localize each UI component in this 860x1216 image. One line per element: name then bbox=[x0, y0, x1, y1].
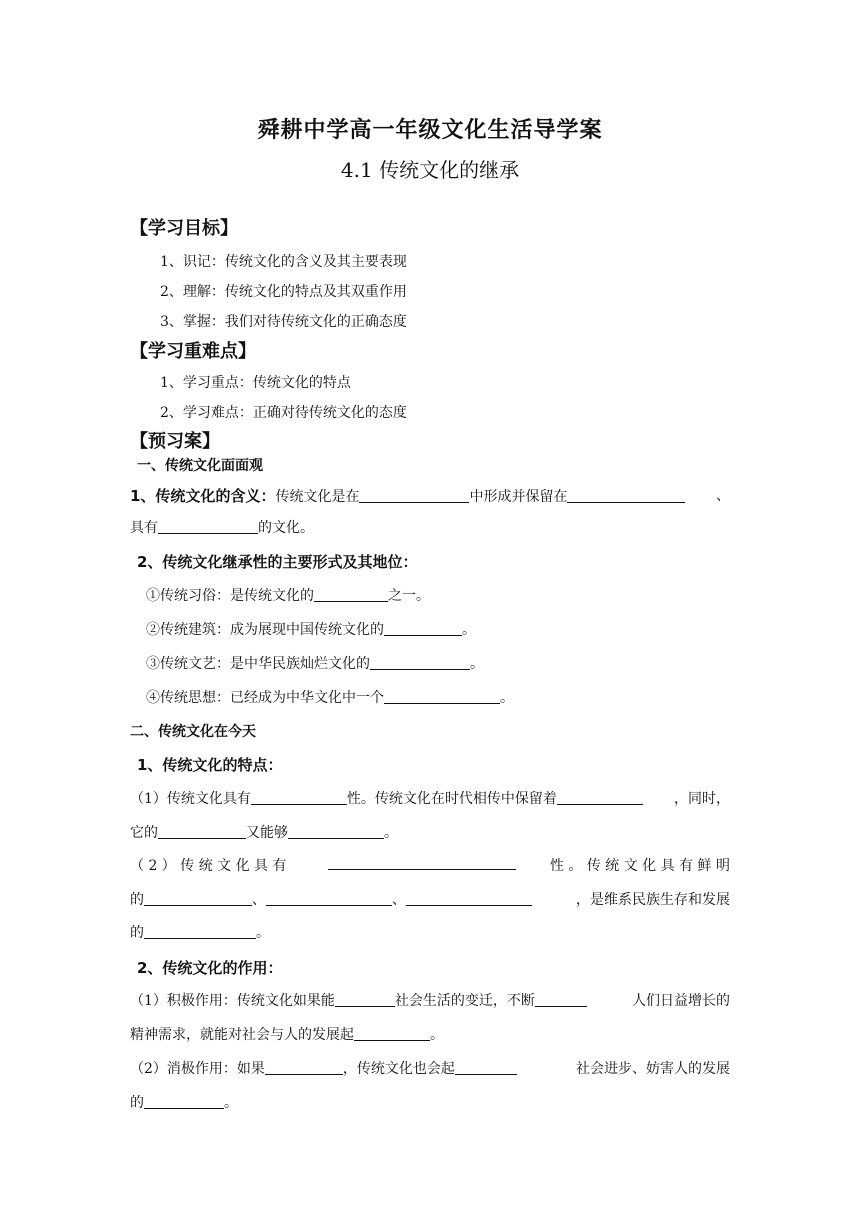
answer-blank[interactable] bbox=[335, 992, 395, 1007]
document-title: 舜耕中学高一年级文化生活导学案 bbox=[257, 118, 603, 143]
goal-item: 2、理解：传统文化的特点及其双重作用 bbox=[160, 284, 407, 300]
feature-2-line: （ 2 ） 传 统 文 化 具 有 性 。 传 统 文 化 具 有 鲜 明 bbox=[130, 855, 730, 875]
preview-heading: 【预习案】 bbox=[130, 431, 220, 452]
answer-blank[interactable] bbox=[384, 689, 500, 704]
keypoint-item: 2、学习难点：正确对待传统文化的态度 bbox=[160, 405, 407, 421]
forms-heading: 2、传统文化继承性的主要形式及其地位： bbox=[137, 553, 418, 571]
answer-blank[interactable] bbox=[370, 655, 470, 670]
form-item: ③传统文艺：是中华民族灿烂文化的 。 bbox=[146, 656, 484, 672]
answer-blank[interactable] bbox=[406, 891, 532, 906]
keypoint-item: 1、学习重点：传统文化的特点 bbox=[160, 375, 351, 391]
feature-1-line: （1）传统文化具有 性。传统文化在时代相传中保留着 ，同时， bbox=[130, 791, 730, 807]
role-positive-line: （1）积极作用：传统文化如果能 社会生活的变迁，不断 人们日益增长的 bbox=[130, 993, 730, 1009]
definition-line-2: 具有 的文化。 bbox=[130, 520, 314, 536]
features-heading: 1、传统文化的特点： bbox=[137, 756, 283, 774]
role-positive-line-2: 精神需求，就能对社会与人的发展起 。 bbox=[130, 1027, 444, 1043]
goal-item: 1、识记：传统文化的含义及其主要表现 bbox=[160, 254, 407, 270]
answer-blank[interactable] bbox=[251, 790, 347, 805]
answer-blank[interactable] bbox=[455, 1060, 517, 1075]
answer-blank[interactable] bbox=[354, 1026, 430, 1041]
form-item: ①传统习俗：是传统文化的 之一。 bbox=[146, 588, 430, 604]
form-item: ④传统思想：已经成为中华文化中一个 。 bbox=[146, 690, 514, 706]
part2-heading: 二、传统文化在今天 bbox=[130, 724, 256, 740]
answer-blank[interactable] bbox=[158, 824, 246, 839]
definition-line: 1、传统文化的含义：传统文化是在 中形成并保留在 、 bbox=[130, 487, 730, 505]
answer-blank[interactable] bbox=[328, 855, 516, 870]
answer-blank[interactable] bbox=[158, 519, 258, 534]
answer-blank[interactable] bbox=[265, 1060, 343, 1075]
document-subtitle: 4.1 传统文化的继承 bbox=[340, 158, 520, 182]
feature-2-line-2: 的 、 、 ，是维系民族生存和发展 bbox=[130, 892, 730, 908]
answer-blank[interactable] bbox=[144, 924, 256, 939]
answer-blank[interactable] bbox=[288, 824, 384, 839]
form-item: ②传统建筑：成为展现中国传统文化的 。 bbox=[146, 622, 476, 638]
feature-1-line-2: 它的 又能够 。 bbox=[130, 825, 398, 841]
part1-heading: 一、传统文化面面观 bbox=[137, 458, 263, 474]
answer-blank[interactable] bbox=[567, 488, 685, 503]
answer-blank[interactable] bbox=[557, 790, 643, 805]
definition-label: 1、传统文化的含义： bbox=[130, 487, 276, 505]
role-negative-line: （2）消极作用：如果 ，传统文化也会起 社会进步、妨害人的发展 bbox=[130, 1061, 730, 1077]
answer-blank[interactable] bbox=[144, 1094, 224, 1109]
answer-blank[interactable] bbox=[144, 891, 252, 906]
feature-2-line-3: 的 。 bbox=[130, 925, 270, 941]
answer-blank[interactable] bbox=[359, 488, 469, 503]
answer-blank[interactable] bbox=[384, 621, 462, 636]
roles-heading: 2、传统文化的作用： bbox=[137, 959, 283, 977]
answer-blank[interactable] bbox=[535, 992, 587, 1007]
keypoints-heading: 【学习重难点】 bbox=[130, 341, 256, 362]
goals-heading: 【学习目标】 bbox=[130, 218, 238, 239]
goal-item: 3、掌握：我们对待传统文化的正确态度 bbox=[160, 314, 407, 330]
answer-blank[interactable] bbox=[266, 891, 392, 906]
role-negative-line-2: 的 。 bbox=[130, 1095, 238, 1111]
answer-blank[interactable] bbox=[314, 587, 388, 602]
